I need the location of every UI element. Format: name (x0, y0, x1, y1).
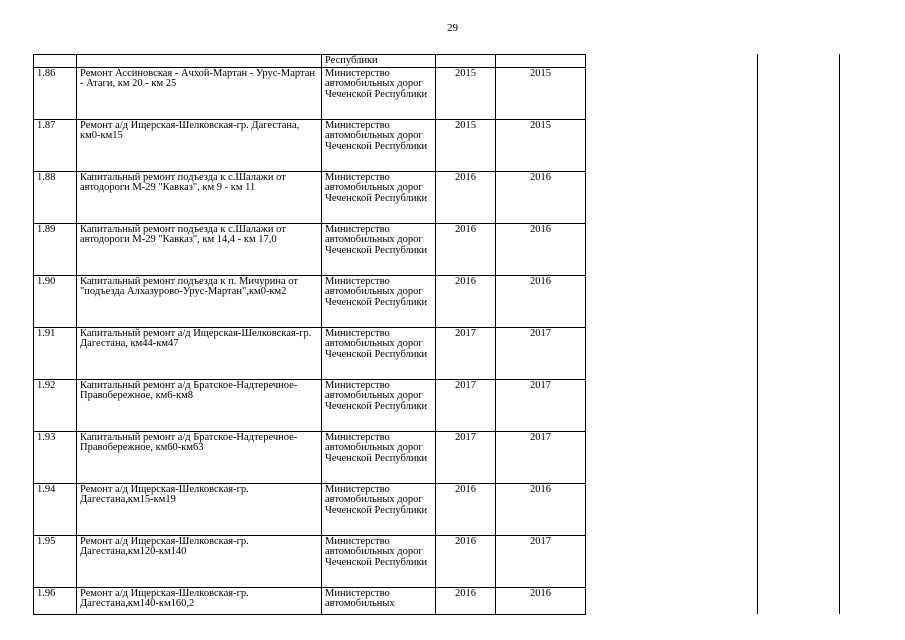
right-border-line-2 (839, 54, 840, 614)
cell-executor: Министерство автомобильных дорог Чеченской Республики (322, 327, 436, 379)
cell-num: 1.96 (34, 587, 77, 614)
table-row (34, 535, 586, 587)
cell-num: 1.92 (34, 379, 77, 431)
cell-end: 2015 (496, 67, 586, 119)
cell-num: 1.94 (34, 483, 77, 535)
table-row (34, 327, 586, 379)
program-table-body (34, 55, 586, 615)
cell-name (77, 55, 322, 68)
cell-num: 1.91 (34, 327, 77, 379)
cell-end: 2016 (496, 483, 586, 535)
cell-executor: Министерство автомобильных дорог Чеченской Республики (322, 483, 436, 535)
cell-end: 2017 (496, 431, 586, 483)
cell-num: 1.95 (34, 535, 77, 587)
cell-name: Капитальный ремонт а/д Братское-Надтеречное-Правобережное, км60-км63 (77, 431, 322, 483)
page-number: 29 (447, 22, 458, 34)
cell-start: 2016 (436, 587, 496, 614)
table-row (34, 587, 586, 614)
right-border-line-1 (757, 54, 758, 614)
cell-start: 2017 (436, 327, 496, 379)
cell-start: 2016 (436, 483, 496, 535)
cell-executor: Министерство автомобильных дорог Чеченской Республики (322, 171, 436, 223)
cell-executor: Министерство автомобильных дорог Чеченской Республики (322, 431, 436, 483)
cell-end (496, 55, 586, 68)
cell-start: 2015 (436, 119, 496, 171)
table-row (34, 67, 586, 119)
cell-executor: Республики (322, 55, 436, 68)
cell-name: Капитальный ремонт подъезда к с.Шалажи от автодороги М-29 "Кавказ", км 9 - км 11 (77, 171, 322, 223)
cell-end: 2015 (496, 119, 586, 171)
cell-num: 1.86 (34, 67, 77, 119)
cell-executor: Министерство автомобильных дорог Чеченской Республики (322, 275, 436, 327)
table-row (34, 483, 586, 535)
cell-executor: Министерство автомобильных дорог Чеченской Республики (322, 119, 436, 171)
cell-name: Капитальный ремонт а/д Ищерская-Шелковская-гр. Дагестана, км44-км47 (77, 327, 322, 379)
cell-start (436, 55, 496, 68)
cell-executor: Министерство автомобильных (322, 587, 436, 614)
cell-num: 1.93 (34, 431, 77, 483)
cell-executor: Министерство автомобильных дорог Чеченской Республики (322, 67, 436, 119)
cell-end: 2017 (496, 535, 586, 587)
cell-end: 2016 (496, 171, 586, 223)
table-row (34, 119, 586, 171)
cell-end: 2017 (496, 327, 586, 379)
cell-end: 2016 (496, 587, 586, 614)
cell-num: 1.88 (34, 171, 77, 223)
cell-start: 2017 (436, 431, 496, 483)
cell-start: 2016 (436, 223, 496, 275)
cell-end: 2017 (496, 379, 586, 431)
table-row (34, 275, 586, 327)
cell-name: Ремонт а/д Ищерская-Шелковская-гр. Дагестана,км15-км19 (77, 483, 322, 535)
cell-name: Капитальный ремонт а/д Братское-Надтеречное-Правобережное, км6-км8 (77, 379, 322, 431)
program-table (33, 54, 586, 615)
cell-name: Ремонт а/д Ищерская-Шелковская-гр. Дагестана,км120-км140 (77, 535, 322, 587)
cell-name: Ремонт Ассиновская - Ачхой-Мартан - Урус-Мартан - Атаги, км 20 - км 25 (77, 67, 322, 119)
cell-executor: Министерство автомобильных дорог Чеченской Республики (322, 535, 436, 587)
cell-end: 2016 (496, 223, 586, 275)
table-row (34, 431, 586, 483)
cell-num: 1.87 (34, 119, 77, 171)
cell-executor: Министерство автомобильных дорог Чеченской Республики (322, 379, 436, 431)
cell-num: 1.90 (34, 275, 77, 327)
table-row-continued (34, 55, 586, 68)
table-row (34, 171, 586, 223)
cell-name: Ремонт а/д Ищерская-Шелковская-гр. Дагестана,км140-км160,2 (77, 587, 322, 614)
cell-start: 2016 (436, 171, 496, 223)
cell-executor: Министерство автомобильных дорог Чеченской Республики (322, 223, 436, 275)
cell-num (34, 55, 77, 68)
cell-end: 2016 (496, 275, 586, 327)
cell-name: Ремонт а/д Ищерская-Шелковская-гр. Дагестана, км0-км15 (77, 119, 322, 171)
cell-start: 2015 (436, 67, 496, 119)
table-row (34, 223, 586, 275)
cell-name: Капитальный ремонт подъезда к п. Мичурина от "подъезда Алхазурово-Урус-Мартан",км0-км2 (77, 275, 322, 327)
table-row (34, 379, 586, 431)
cell-start: 2017 (436, 379, 496, 431)
cell-start: 2016 (436, 535, 496, 587)
cell-start: 2016 (436, 275, 496, 327)
cell-name: Капитальный ремонт подъезда к с.Шалажи от автодороги М-29 "Кавказ", км 14,4 - км 17,0 (77, 223, 322, 275)
cell-num: 1.89 (34, 223, 77, 275)
